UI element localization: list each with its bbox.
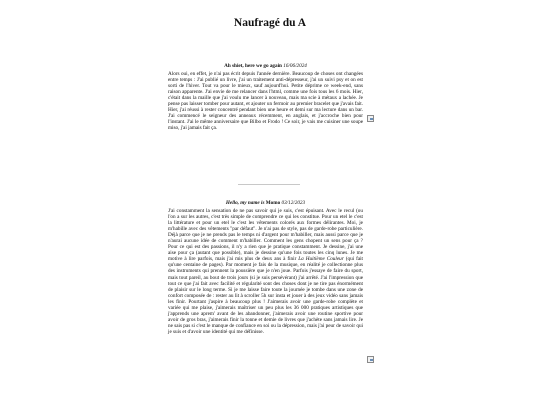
post-date: 16/06/2024 <box>283 63 307 69</box>
post-body-text: Alors oui, en effet, je n'ai pas écrit depuis l'année dernière. Beaucoup de choses ont changées entre temps : J'ai publié un livre, j'ai un traitement anti-dépresseur, j'ai un suivi psy et on est sorti de l'hiver. Tout va pour le mieux, sauf aujourd'hui. Petite déprime ce week-end, sans raison apparente. J'ai envie de me relancer dans l'html, comme une fois tous les 6 mois. Hier, c'était dans la maille que j'ai voulu me lancer à nouveau, mais ma scie à métaux a lachée. Je pense pas laisser tomber pour autant, et ajouter un fermoir au premier bracelet que j'avais fait. Hier, j'ai réussi à rester concentré pendant bien une heure et demi sur ma lecture dans un bar. J'ai commencé le seigneur des anneaux récemment, en anglais, et j'accroche bien pour l'instant. J'ai le même anniversaire que Bilbo et Frodo ! Ce soir, je vais me cuisiner une soupe miso, j'ai jamais fait ça. <box>168 71 363 132</box>
post-title[interactable]: Ah shiet, here we go again <box>224 63 282 69</box>
book-title: La Huitième Couleur <box>298 256 344 263</box>
post-header <box>168 200 363 207</box>
post-header <box>168 63 363 70</box>
post-author: Momo <box>265 200 281 206</box>
post-2 <box>168 200 363 335</box>
post-date: 03/12/2023 <box>281 200 306 206</box>
post-body-text: (qui fait qu'une centaine de pages). Par moment je fais de la musique, en réalité je collectionne plus des instruments qui prennent la poussière que je n'en joue. Parfois j'essaye de faire du sport, mais tout pareil, au bout de trois jours (si je suis persévérant) j'ai arrêté. J'ai l'impression que tout ce que j'ai fait avec facilité et régularité sont des choses dont je ne tire pas énormément de plaisir sur le long terme. Si je me laisse faire toute la journée je tombe dans une zone de confort composée de : rester au lit à scroller 5h sur insta et jouer à des jeux vidéo sans jamais les finir. Pourtant j'aspire à beaucoup plus ! J'aimerais avoir une garde-robe complète et variée qui me plaise, j'aimerais maîtriser un peu plus les 36 000 pratiques artistiques que j'apprends une aprem' avant de les abandonner, j'aimerais avoir une routine sportive pour avoir de gros bras, j'aimerais finir la tonne et demie de livres que j'achète sans jamais lire. Je ne sais pas si c'est le manque de confiance en soi ou la dépression, mais j'ai peur de savoir qui je suis et d'avoir une identité qui me définisse. <box>168 256 363 335</box>
post-body <box>168 208 363 335</box>
post-1 <box>168 63 363 131</box>
broken-image-icon <box>367 115 374 122</box>
post-body-text: J'ai constamment la sensation de ne pas savoir qui je suis, c'est épuisant. Avec le recul (ou l'on a sur les autres, c'est très simple de comprendre ce qui les constitue. Pour un etel le c'est la littérature et pour un etel le c'est les vêtements colorés aux formes délirantes. Moi, je m'habille avec des vêtements "par défaut". Je n'ai pas de style, pas de garde-robe particulière. Déjà parce que je ne prends pas le temps ni d'argent pour m'habiller, mais aussi parce que je n'aurai aucune idée de comment m'habiller. Comment les gens chopent un sens pour ça ? Pour ce qui est des passions, il n'y a rien que je pratique constamment. Je dessine, j'ai une aise pour ça (autant que possible), mais je dessine qu'une fois toutes les cinq lunes. Je me motive à lire parfois, mais j'ai mis plus de deux ans à finir <box>168 208 363 263</box>
site-title: Naufragé du A <box>233 17 307 29</box>
post-divider <box>238 184 300 185</box>
post-body <box>168 71 363 131</box>
broken-image-icon <box>367 356 374 363</box>
post-title[interactable]: Hello, my name is <box>225 200 265 206</box>
